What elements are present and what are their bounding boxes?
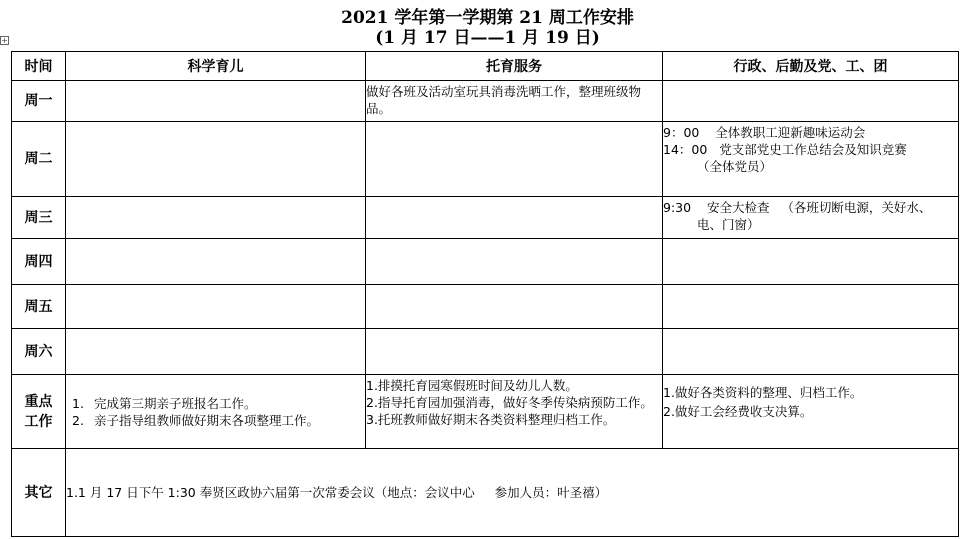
row-key-work	[12, 375, 959, 449]
day-tuesday: 周二	[12, 122, 66, 197]
wednesday-admin-item-1: 9:30 安全大检查 （各班切断电源，关好水、	[663, 200, 932, 215]
cell-tuesday-admin[interactable]	[663, 122, 959, 197]
cell-key-work-admin[interactable]	[663, 375, 959, 449]
row-other	[12, 449, 959, 537]
schedule-table	[11, 51, 959, 537]
header-childcare-service: 托育服务	[366, 52, 663, 81]
list-item: 1.排摸托育园寒假班时间及幼儿人数。	[366, 378, 578, 393]
cell-key-work-science[interactable]	[66, 375, 366, 449]
row-wednesday	[12, 197, 959, 239]
cell-wednesday-admin[interactable]	[663, 197, 959, 239]
page-title: 2021 学年第一学期第 21 周工作安排	[341, 8, 634, 28]
row-thursday	[12, 239, 959, 285]
day-monday: 周一	[12, 81, 66, 122]
date-range-subtitle: (1 月 17 日——1 月 19 日)	[375, 28, 600, 48]
day-friday: 周五	[12, 285, 66, 329]
list-item-number: 2.	[72, 412, 84, 428]
list-item	[66, 395, 365, 412]
cell-friday-science[interactable]	[66, 285, 366, 329]
cell-wednesday-childcare[interactable]	[366, 197, 663, 239]
row-monday	[12, 81, 959, 122]
cell-key-work-childcare[interactable]	[366, 375, 663, 449]
row-friday	[12, 285, 959, 329]
list-item: 3.托班教师做好期末各类资料整理归档工作。	[366, 412, 616, 427]
row-saturday	[12, 329, 959, 375]
other-item-1: 1.1 月 17 日下午 1:30 奉贤区政协六届第一次常委会议（地点：会议中心 参加人员：叶圣禧）	[66, 485, 608, 500]
list-item-text: 亲子指导组教师做好期末各项整理工作。	[94, 412, 320, 428]
monday-childcare-text: 做好各班及活动室玩具消毒洗晒工作，整理班级物品。	[366, 84, 642, 116]
header-row	[12, 52, 959, 81]
table-move-handle-icon[interactable]: +	[1, 36, 8, 45]
tuesday-admin-item-2: 14：00 党支部党史工作总结会及知识竞赛	[663, 142, 907, 157]
cell-thursday-childcare[interactable]	[366, 239, 663, 285]
cell-tuesday-childcare[interactable]	[366, 122, 663, 197]
cell-thursday-admin[interactable]	[663, 239, 959, 285]
key-work-label	[12, 375, 66, 449]
list-item: 2.做好工会经费收支决算。	[663, 404, 813, 419]
cell-saturday-admin[interactable]	[663, 329, 959, 375]
list-item: 1.做好各类资料的整理、归档工作。	[663, 385, 863, 400]
header-science-parenting: 科学育儿	[66, 52, 366, 81]
list-item-text: 完成第三期亲子班报名工作。	[94, 395, 257, 411]
cell-saturday-science[interactable]	[66, 329, 366, 375]
cell-wednesday-science[interactable]	[66, 197, 366, 239]
cell-monday-science[interactable]	[66, 81, 366, 122]
cell-monday-childcare[interactable]	[366, 81, 663, 122]
header-admin-logistics: 行政、后勤及党、工、团	[663, 52, 959, 81]
list-item	[66, 412, 365, 429]
header-time: 时间	[12, 52, 66, 81]
other-label: 其它	[12, 449, 66, 537]
cell-monday-admin[interactable]	[663, 81, 959, 122]
cell-thursday-science[interactable]	[66, 239, 366, 285]
cell-friday-admin[interactable]	[663, 285, 959, 329]
tuesday-admin-item-1: 9：00 全体教职工迎新趣味运动会	[663, 125, 866, 140]
cell-saturday-childcare[interactable]	[366, 329, 663, 375]
key-work-label-text: 重点工作	[24, 393, 53, 430]
cell-tuesday-science[interactable]	[66, 122, 366, 197]
list-item: 2.指导托育园加强消毒，做好冬季传染病预防工作。	[366, 395, 653, 410]
wednesday-admin-item-1-cont: 电、门窗）	[697, 217, 760, 232]
day-wednesday: 周三	[12, 197, 66, 239]
list-item-number: 1.	[72, 395, 84, 411]
cell-other[interactable]	[66, 449, 959, 537]
cell-friday-childcare[interactable]	[366, 285, 663, 329]
row-tuesday	[12, 122, 959, 197]
tuesday-admin-item-2-note: （全体党员）	[697, 159, 773, 174]
day-thursday: 周四	[12, 239, 66, 285]
day-saturday: 周六	[12, 329, 66, 375]
